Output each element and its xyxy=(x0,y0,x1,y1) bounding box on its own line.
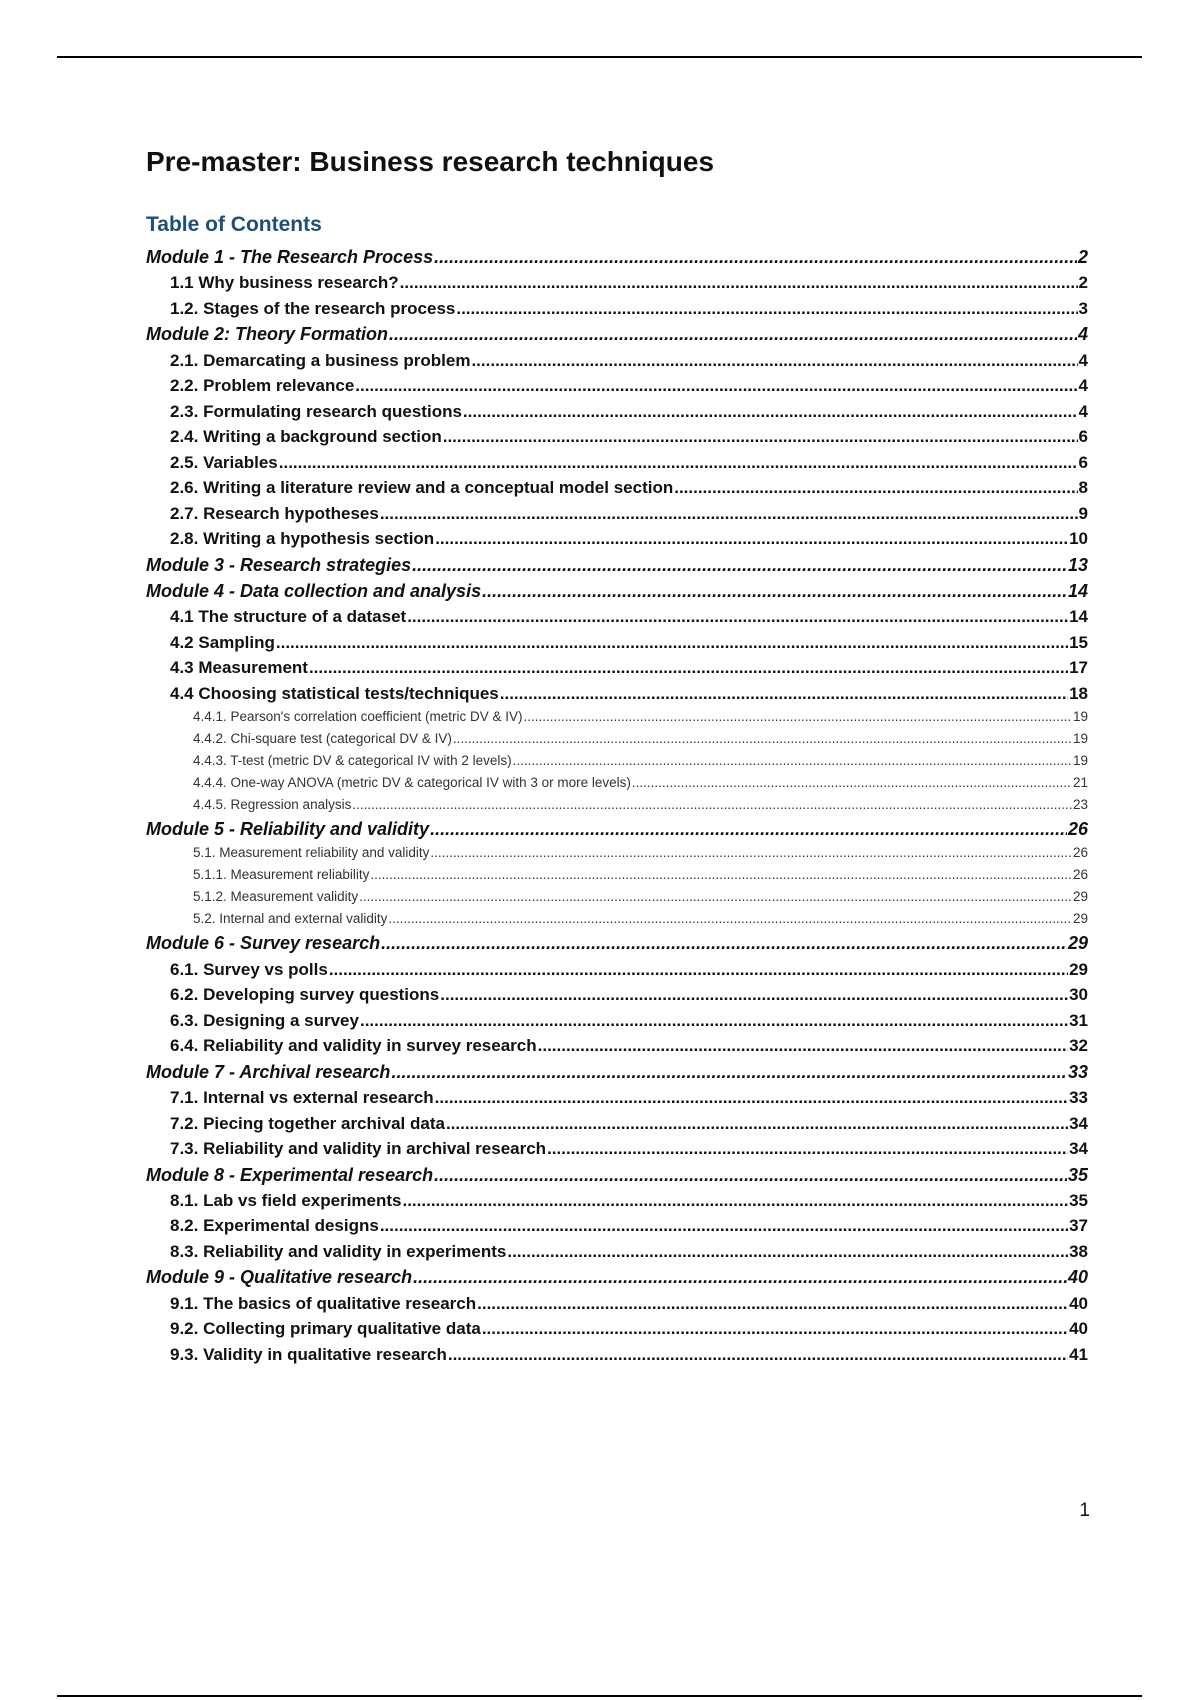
toc-leader-dots xyxy=(355,373,1077,399)
toc-entry-title: 9.1. The basics of qualitative research xyxy=(170,1293,477,1313)
toc-entry-sub[interactable] xyxy=(146,706,1088,728)
toc-entry-title: 8.1. Lab vs field experiments xyxy=(170,1190,402,1210)
toc-leader-dots xyxy=(500,681,1068,707)
toc-entry-page: 29 xyxy=(1067,933,1088,954)
toc-entry-sub[interactable] xyxy=(146,864,1088,886)
toc-leader-dots xyxy=(443,424,1078,450)
toc-entry-title: 5.1.2. Measurement validity xyxy=(193,889,359,905)
toc-entry-title: 5.2. Internal and external validity xyxy=(193,911,388,927)
toc-entry-page: 34 xyxy=(1069,1139,1088,1159)
toc-entry-page: 6 xyxy=(1078,452,1088,472)
toc-entry-module[interactable] xyxy=(146,321,1088,347)
toc-entry-title: 7.3. Reliability and validity in archival research xyxy=(170,1139,547,1159)
toc-entry-page: 37 xyxy=(1069,1216,1088,1236)
toc-entry-section[interactable] xyxy=(146,1239,1088,1265)
toc-entry-section[interactable] xyxy=(146,1111,1088,1137)
toc-entry-module[interactable] xyxy=(146,244,1088,270)
toc-entry-section[interactable] xyxy=(146,526,1088,552)
toc-entry-sub[interactable] xyxy=(146,750,1088,772)
toc-leader-dots xyxy=(446,1111,1068,1137)
toc-entry-section[interactable] xyxy=(146,1008,1088,1034)
toc-entry-module[interactable] xyxy=(146,1162,1088,1188)
toc-entry-title: 2.2. Problem relevance xyxy=(170,376,355,396)
toc-entry-title: 4.4.4. One-way ANOVA (metric DV & categorical IV with 3 or more levels) xyxy=(193,775,631,791)
toc-entry-section[interactable] xyxy=(146,1136,1088,1162)
toc-entry-module[interactable] xyxy=(146,578,1088,604)
toc-entry-page: 9 xyxy=(1078,503,1088,523)
toc-entry-page: 4 xyxy=(1078,376,1088,396)
toc-entry-page: 4 xyxy=(1078,350,1088,370)
toc-entry-section[interactable] xyxy=(146,604,1088,630)
toc-entry-title: 8.3. Reliability and validity in experiments xyxy=(170,1241,507,1261)
page-number: 1 xyxy=(1079,1500,1090,1521)
toc-leader-dots xyxy=(632,772,1072,794)
toc-entry-page: 41 xyxy=(1069,1344,1088,1364)
toc-leader-dots xyxy=(359,886,1072,908)
toc-leader-dots xyxy=(389,321,1077,347)
toc-leader-dots xyxy=(463,399,1078,425)
toc-leader-dots xyxy=(507,1239,1068,1265)
footer-rule xyxy=(57,1695,1142,1697)
toc-entry-title: 4.4.5. Regression analysis xyxy=(193,797,352,813)
toc-entry-page: 30 xyxy=(1069,985,1088,1005)
toc-entry-page: 40 xyxy=(1067,1267,1088,1288)
toc-leader-dots xyxy=(435,1085,1068,1111)
toc-entry-sub[interactable] xyxy=(146,772,1088,794)
toc-entry-title: Module 5 - Reliability and validity xyxy=(146,819,430,840)
toc-leader-dots xyxy=(448,1342,1068,1368)
toc-leader-dots xyxy=(430,816,1067,842)
toc-entry-title: 1.1 Why business research? xyxy=(170,273,399,293)
toc-entry-section[interactable] xyxy=(146,1342,1088,1368)
toc-entry-sub[interactable] xyxy=(146,728,1088,750)
toc-entry-page: 15 xyxy=(1069,632,1088,652)
toc-entry-section[interactable] xyxy=(146,1291,1088,1317)
toc-entry-section[interactable] xyxy=(146,450,1088,476)
toc-leader-dots xyxy=(430,842,1072,864)
toc-entry-title: 9.3. Validity in qualitative research xyxy=(170,1344,447,1364)
toc-entry-page: 13 xyxy=(1067,554,1088,575)
toc-entry-section[interactable] xyxy=(146,424,1088,450)
toc-leader-dots xyxy=(453,728,1072,750)
toc-leader-dots xyxy=(471,348,1077,374)
toc-entry-page: 4 xyxy=(1077,324,1088,345)
table-of-contents xyxy=(146,244,1088,1367)
toc-leader-dots xyxy=(407,604,1068,630)
toc-entry-title: 8.2. Experimental designs xyxy=(170,1216,379,1236)
toc-leader-dots xyxy=(523,706,1072,728)
toc-entry-title: 2.8. Writing a hypothesis section xyxy=(170,529,435,549)
toc-entry-title: Module 6 - Survey research xyxy=(146,933,381,954)
toc-entry-page: 6 xyxy=(1078,427,1088,447)
toc-entry-module[interactable] xyxy=(146,1059,1088,1085)
toc-entry-title: Module 8 - Experimental research xyxy=(146,1164,434,1185)
toc-entry-section[interactable] xyxy=(146,399,1088,425)
toc-entry-page: 19 xyxy=(1072,731,1088,747)
toc-leader-dots xyxy=(674,475,1077,501)
toc-entry-page: 4 xyxy=(1078,401,1088,421)
toc-entry-section[interactable] xyxy=(146,373,1088,399)
toc-entry-title: 6.2. Developing survey questions xyxy=(170,985,440,1005)
toc-entry-page: 19 xyxy=(1072,709,1088,725)
toc-leader-dots xyxy=(434,1162,1067,1188)
toc-entry-section[interactable] xyxy=(146,270,1088,296)
toc-entry-page: 2 xyxy=(1078,273,1088,293)
toc-entry-page: 26 xyxy=(1072,867,1088,883)
toc-entry-page: 14 xyxy=(1069,607,1088,627)
toc-entry-section[interactable] xyxy=(146,1188,1088,1214)
toc-entry-section[interactable] xyxy=(146,1316,1088,1342)
toc-entry-page: 10 xyxy=(1069,529,1088,549)
toc-leader-dots xyxy=(380,1213,1068,1239)
toc-leader-dots xyxy=(413,1264,1067,1290)
toc-entry-title: 4.4.2. Chi-square test (categorical DV & IV) xyxy=(193,731,452,747)
toc-entry-title: 6.3. Designing a survey xyxy=(170,1010,359,1030)
toc-entry-page: 35 xyxy=(1069,1190,1088,1210)
toc-entry-title: 2.3. Formulating research questions xyxy=(170,401,462,421)
toc-entry-page: 23 xyxy=(1072,797,1088,813)
toc-entry-section[interactable] xyxy=(146,1033,1088,1059)
toc-entry-sub[interactable] xyxy=(146,886,1088,908)
toc-entry-title: Module 3 - Research strategies xyxy=(146,554,412,575)
toc-leader-dots xyxy=(329,957,1068,983)
toc-entry-module[interactable] xyxy=(146,930,1088,956)
toc-entry-title: 2.6. Writing a literature review and a conceptual model section xyxy=(170,478,674,498)
toc-entry-page: 26 xyxy=(1067,819,1088,840)
toc-entry-title: 5.1. Measurement reliability and validity xyxy=(193,845,430,861)
toc-leader-dots xyxy=(309,655,1068,681)
toc-entry-page: 29 xyxy=(1069,959,1088,979)
toc-entry-title: 2.5. Variables xyxy=(170,452,278,472)
toc-entry-sub[interactable] xyxy=(146,842,1088,864)
toc-entry-title: 7.2. Piecing together archival data xyxy=(170,1113,445,1133)
toc-entry-section[interactable] xyxy=(146,475,1088,501)
toc-leader-dots xyxy=(391,1059,1067,1085)
toc-entry-page: 18 xyxy=(1069,683,1088,703)
toc-entry-page: 8 xyxy=(1078,478,1088,498)
toc-leader-dots xyxy=(402,1188,1068,1214)
toc-entry-section[interactable] xyxy=(146,1213,1088,1239)
toc-entry-title: Module 9 - Qualitative research xyxy=(146,1267,413,1288)
toc-leader-dots xyxy=(279,450,1078,476)
toc-entry-page: 38 xyxy=(1069,1241,1088,1261)
toc-entry-title: 4.4 Choosing statistical tests/techniques xyxy=(170,683,499,703)
toc-entry-title: Module 2: Theory Formation xyxy=(146,324,389,345)
toc-entry-section[interactable] xyxy=(146,348,1088,374)
toc-leader-dots xyxy=(440,982,1068,1008)
toc-entry-page: 3 xyxy=(1078,298,1088,318)
toc-entry-page: 29 xyxy=(1072,889,1088,905)
toc-leader-dots xyxy=(380,501,1078,527)
toc-entry-page: 40 xyxy=(1069,1293,1088,1313)
toc-entry-title: 7.1. Internal vs external research xyxy=(170,1088,434,1108)
toc-entry-title: 4.4.1. Pearson's correlation coefficient (metric DV & IV) xyxy=(193,709,523,725)
toc-entry-page: 33 xyxy=(1069,1088,1088,1108)
toc-leader-dots xyxy=(547,1136,1068,1162)
toc-entry-title: Module 7 - Archival research xyxy=(146,1061,391,1082)
toc-entry-page: 34 xyxy=(1069,1113,1088,1133)
toc-entry-page: 2 xyxy=(1077,247,1088,267)
toc-entry-page: 17 xyxy=(1069,658,1088,678)
toc-entry-page: 31 xyxy=(1069,1010,1088,1030)
toc-entry-title: 4.3 Measurement xyxy=(170,658,308,678)
toc-entry-title: 6.4. Reliability and validity in survey research xyxy=(170,1036,537,1056)
toc-entry-title: 4.2 Sampling xyxy=(170,632,275,652)
toc-leader-dots xyxy=(456,296,1077,322)
toc-entry-page: 19 xyxy=(1072,753,1088,769)
toc-entry-title: Module 1 - The Research Process xyxy=(146,247,434,267)
toc-leader-dots xyxy=(352,794,1072,816)
toc-entry-title: 1.2. Stages of the research process xyxy=(170,298,456,318)
toc-entry-page: 40 xyxy=(1069,1319,1088,1339)
header-rule xyxy=(57,56,1142,58)
toc-entry-sub[interactable] xyxy=(146,794,1088,816)
toc-entry-page: 26 xyxy=(1072,845,1088,861)
toc-entry-page: 14 xyxy=(1067,580,1088,601)
toc-entry-title: 4.4.3. T-test (metric DV & categorical IV with 2 levels) xyxy=(193,753,512,769)
toc-entry-section[interactable] xyxy=(146,296,1088,322)
toc-entry-module[interactable] xyxy=(146,552,1088,578)
toc-leader-dots xyxy=(412,552,1067,578)
toc-leader-dots xyxy=(477,1291,1068,1317)
toc-entry-title: 6.1. Survey vs polls xyxy=(170,959,328,979)
toc-entry-title: 9.2. Collecting primary qualitative data xyxy=(170,1319,481,1339)
toc-entry-title: 2.1. Demarcating a business problem xyxy=(170,350,471,370)
toc-entry-module[interactable] xyxy=(146,1264,1088,1290)
toc-leader-dots xyxy=(360,1008,1068,1034)
toc-entry-sub[interactable] xyxy=(146,908,1088,930)
toc-entry-module[interactable] xyxy=(146,816,1088,842)
toc-leader-dots xyxy=(400,270,1078,296)
toc-entry-page: 29 xyxy=(1072,911,1088,927)
toc-leader-dots xyxy=(435,526,1068,552)
toc-entry-title: 4.1 The structure of a dataset xyxy=(170,607,407,627)
toc-entry-title: 2.4. Writing a background section xyxy=(170,427,442,447)
document-title: Pre-master: Business research techniques xyxy=(146,146,715,177)
toc-entry-section[interactable] xyxy=(146,1085,1088,1111)
toc-entry-section[interactable] xyxy=(146,630,1088,656)
toc-leader-dots xyxy=(482,578,1067,604)
toc-leader-dots xyxy=(434,244,1077,270)
toc-leader-dots xyxy=(388,908,1072,930)
toc-entry-page: 21 xyxy=(1072,775,1088,791)
toc-entry-section[interactable] xyxy=(146,681,1088,707)
toc-entry-section[interactable] xyxy=(146,655,1088,681)
toc-leader-dots xyxy=(482,1316,1068,1342)
toc-entry-title: Module 4 - Data collection and analysis xyxy=(146,580,482,601)
toc-heading: Table of Contents xyxy=(146,213,322,236)
toc-entry-title: 5.1.1. Measurement reliability xyxy=(193,867,370,883)
toc-leader-dots xyxy=(513,750,1072,772)
toc-leader-dots xyxy=(370,864,1072,886)
toc-entry-section[interactable] xyxy=(146,501,1088,527)
toc-leader-dots xyxy=(381,930,1067,956)
toc-entry-page: 35 xyxy=(1067,1164,1088,1185)
toc-entry-page: 33 xyxy=(1067,1061,1088,1082)
toc-entry-section[interactable] xyxy=(146,982,1088,1008)
toc-leader-dots xyxy=(538,1033,1068,1059)
toc-entry-section[interactable] xyxy=(146,957,1088,983)
toc-entry-title: 2.7. Research hypotheses xyxy=(170,503,379,523)
toc-leader-dots xyxy=(276,630,1068,656)
toc-entry-page: 32 xyxy=(1069,1036,1088,1056)
